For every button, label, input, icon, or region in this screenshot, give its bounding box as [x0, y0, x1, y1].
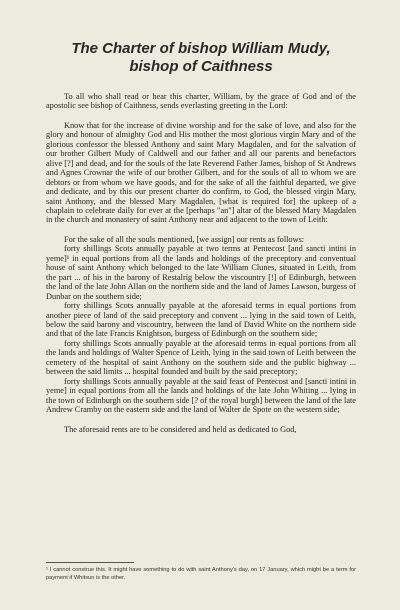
footnote: ¹ I cannot construe this. It might have something to do with saint Anthony's day, on 17 January, which might be a term for payment if Whitsun is the other. — [46, 567, 356, 581]
dedication-paragraph: Know that for the increase of divine worship and for the sake of love, and also for the glory and honour of almighty God and His mother the most glorious virgin Mary and of the glorious confessor the blessed Anthony and saint Mary Magdalen, and for the salvation of our brother Gilbert Mudy of Caldwell and our father and all our parents and benefactors alive [?] and dead, and for the souls of the late Reverend Father James, bishop of St Andrews and Agnes Crownar the wife of our brother Gilbert, and for the souls of all to whom we are debtors or from whom we have goods, and for the sake of all the faithful departed, we give and dedicate, and by this our present charter do confirm, to God, the blessed virgin Mary, saint Anthony, and the blessed Mary Magdalen, [what is required for] the upkeep of a chaplain to celebrate daily for ever at the [perhaps "an"] altar of the blessed Mary Magdalen in the church and monastery of saint Anthony near and adjacent to the town of Leith: — [46, 120, 356, 225]
greeting-paragraph: To all who shall read or hear this charter, William, by the grace of God and of the apostolic see bishop of Caithness, sends everlasting greeting in the Lord: — [46, 92, 356, 111]
rents-list — [46, 244, 356, 414]
rent-item-1: forty shillings Scots annually payable at two terms at Pentecost [and sancti intini in yeme]¹ in equal portions from all the lands and holdings of the preceptory and conventual house of saint Anthony which belonged to the late William Clunes, situated in Leith, from the part ... of his in the barony of Restalrig below the viscountry [!] of Edinburgh, between the land of the late John Allan on the northern side and the land of James Lawson, burgess of Dunbar on the southern side; — [46, 244, 356, 301]
rents-dedicated-paragraph: The aforesaid rents are to be considered and held as dedicated to God, — [64, 424, 297, 434]
rent-item-4: forty shillings Scots annually payable at the said feast of Pentecost and [sancti intini in yeme] in equal portions from all the lands and holdings of the late John Whiting ... lying in the town of Edinburgh on the southern side [? of the royal burgh] between the land of the late Andrew Cramby on the eastern side and the land of Walter de Spote on the western side; — [46, 376, 356, 415]
title-line-2: bishop of Caithness — [129, 58, 273, 75]
page-title — [46, 40, 356, 76]
title-line-1: The Charter of bishop William Mudy, — [71, 40, 331, 57]
rent-item-3: forty shillings Scots annually payable at the aforesaid terms in equal portions from all the lands and holdings of Walter Spence of Leith, lying in the said town of Leith between the cemetery of the hospital of saint Anthony on the southern side and the public highway ... between the said limits ... hospital founded and built by the said preceptory; — [46, 338, 356, 377]
rents-intro-paragraph: For the sake of all the souls mentioned, [we assign] our rents as follows: — [64, 234, 305, 244]
footnote-divider — [46, 562, 134, 563]
rent-item-2: forty shillings Scots annually payable at the aforesaid terms in equal portions from another piece of land of the said preceptory and convent ... lying in the said town of Leith, below the said barony and viscountry, between the land of David White on the northern side and that of the late Francis Knightson, burgess of Edinburgh on the southern side; — [46, 301, 356, 339]
